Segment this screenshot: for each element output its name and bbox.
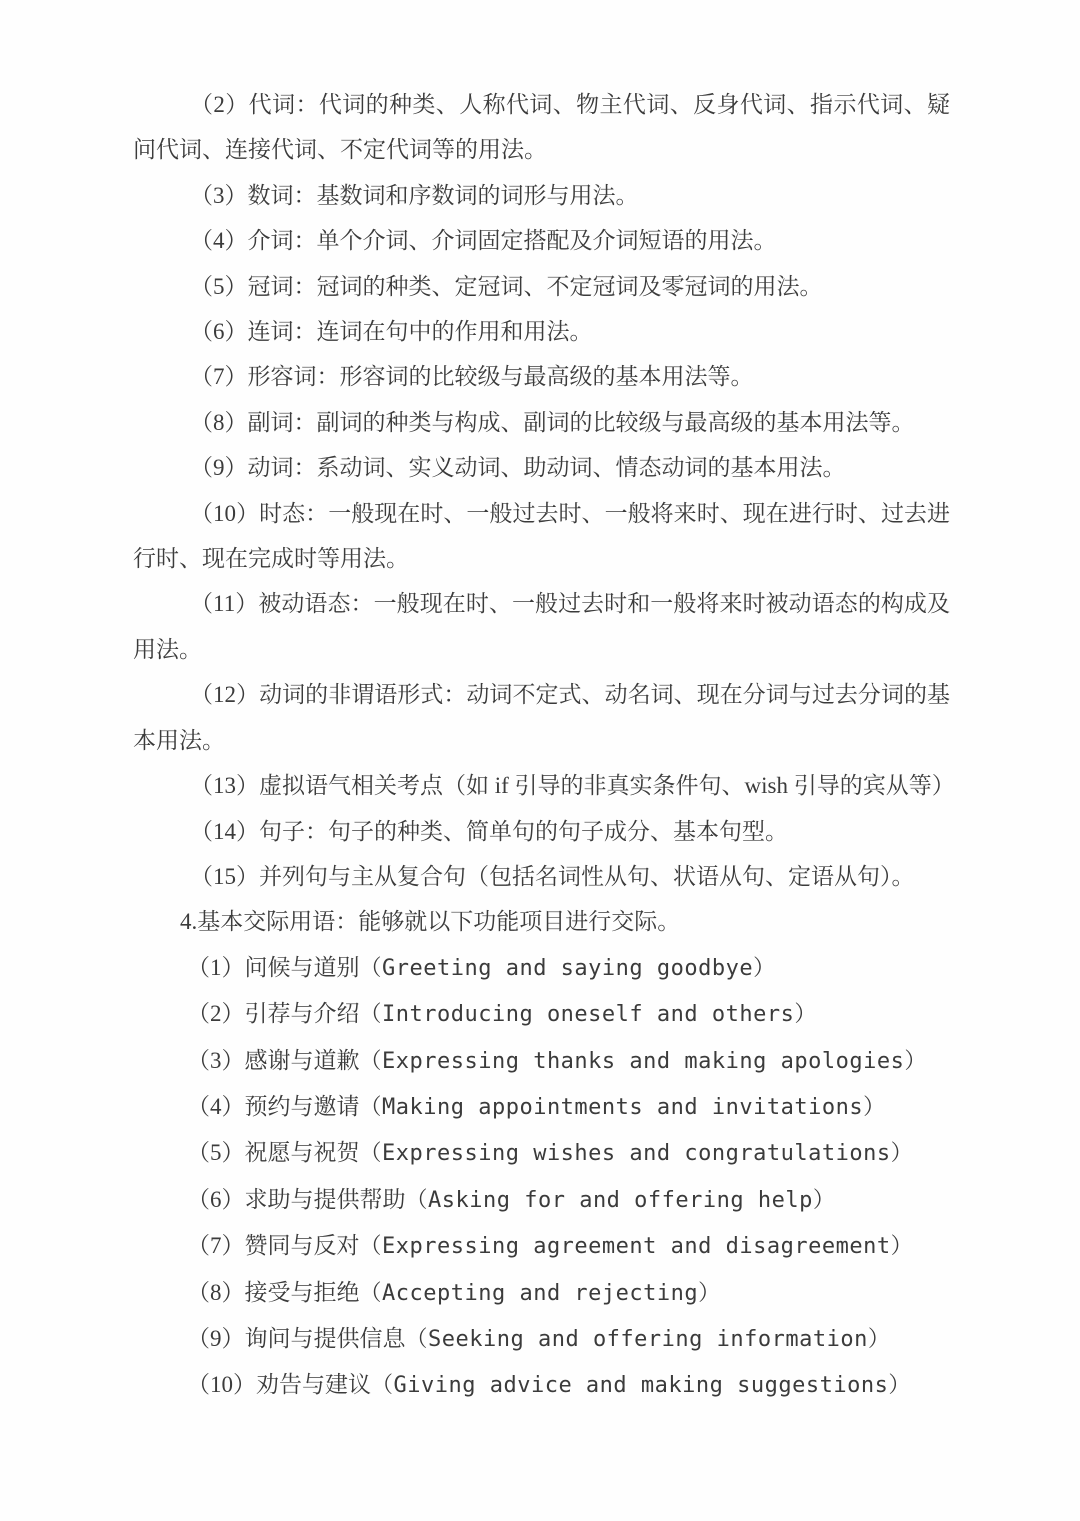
grammar-item-15: （15）并列句与主从复合句（包括名词性从句、状语从句、定语从句）。 bbox=[190, 863, 915, 889]
grammar-item-7: （7）形容词：形容词的比较级与最高级的基本用法等。 bbox=[190, 364, 754, 390]
comm-item-zh: （10）劝告与建议 bbox=[187, 1372, 371, 1398]
comm-item-en: （Making appointments and invitations） bbox=[359, 1094, 886, 1120]
grammar-item-14: （14）句子：句子的种类、简单句的句子成分、基本句型。 bbox=[190, 818, 788, 844]
comm-item-zh: （7）赞同与反对 bbox=[187, 1233, 360, 1259]
grammar-item-11: （11）被动语态：一般现在时、一般过去时和一般将来时被动语态的构成及用法。 bbox=[133, 591, 950, 662]
section-4-heading: 4.基本交际用语：能够就以下功能项目进行交际。 bbox=[180, 909, 681, 935]
comm-item-7 bbox=[133, 1223, 950, 1269]
grammar-item-13: （13）虚拟语气相关考点（如 if 引导的非真实条件句、wish 引导的宾从等） bbox=[190, 773, 955, 799]
grammar-item-5: （5）冠词：冠词的种类、定冠词、不定冠词及零冠词的用法。 bbox=[190, 273, 823, 299]
comm-item-en: （Expressing wishes and congratulations） bbox=[359, 1141, 914, 1167]
comm-item-5 bbox=[133, 1130, 950, 1176]
grammar-item-10: （10）时态：一般现在时、一般过去时、一般将来时、现在进行时、过去进行时、现在完成时等用法。 bbox=[133, 500, 950, 572]
comm-item-en: （Asking for and offering help） bbox=[405, 1187, 836, 1213]
comm-item-zh: （5）祝愿与祝贺 bbox=[187, 1140, 360, 1166]
grammar-item-6: （6）连词：连词在句中的作用和用法。 bbox=[190, 319, 593, 345]
comm-item-10 bbox=[133, 1362, 950, 1408]
comm-item-en: （Giving advice and making suggestions） bbox=[371, 1373, 911, 1399]
comm-item-en: （Expressing thanks and making apologies） bbox=[359, 1048, 927, 1074]
grammar-item-3: （3）数词：基数词和序数词的词形与用法。 bbox=[190, 182, 639, 208]
comm-item-zh: （4）预约与邀请 bbox=[187, 1093, 360, 1119]
grammar-item-8: （8）副词：副词的种类与构成、副词的比较级与最高级的基本用法等。 bbox=[190, 409, 915, 435]
comm-item-en: （Seeking and offering information） bbox=[405, 1326, 891, 1352]
comm-item-9 bbox=[133, 1316, 950, 1362]
comm-item-en: （Introducing oneself and others） bbox=[359, 1002, 817, 1028]
comm-item-en: （Accepting and rejecting） bbox=[359, 1280, 721, 1306]
comm-item-2 bbox=[133, 991, 950, 1037]
comm-item-en: （Expressing agreement and disagreement） bbox=[359, 1234, 914, 1260]
comm-item-4 bbox=[133, 1084, 950, 1130]
comm-item-zh: （6）求助与提供帮助 bbox=[187, 1186, 406, 1212]
comm-item-zh: （9）询问与提供信息 bbox=[187, 1325, 406, 1351]
comm-item-8 bbox=[133, 1270, 950, 1316]
comm-item-1 bbox=[133, 945, 950, 991]
grammar-item-4: （4）介词：单个介词、介词固定搭配及介词短语的用法。 bbox=[190, 228, 777, 254]
grammar-item-12: （12）动词的非谓语形式：动词不定式、动名词、现在分词与过去分词的基本用法。 bbox=[133, 682, 950, 753]
comm-item-3 bbox=[133, 1038, 950, 1084]
comm-item-zh: （2）引荐与介绍 bbox=[187, 1001, 360, 1027]
comm-item-zh: （3）感谢与道歉 bbox=[187, 1047, 360, 1073]
grammar-item-2: （2）代词：代词的种类、人称代词、物主代词、反身代词、指示代词、疑问代词、连接代词、不定代词等的用法。 bbox=[133, 92, 950, 163]
comm-item-en: （Greeting and saying goodbye） bbox=[359, 955, 776, 981]
comm-item-6 bbox=[133, 1177, 950, 1223]
grammar-item-9: （9）动词：系动词、实义动词、助动词、情态动词的基本用法。 bbox=[190, 455, 846, 481]
comm-item-zh: （8）接受与拒绝 bbox=[187, 1279, 360, 1305]
comm-item-zh: （1）问候与道别 bbox=[187, 954, 360, 980]
